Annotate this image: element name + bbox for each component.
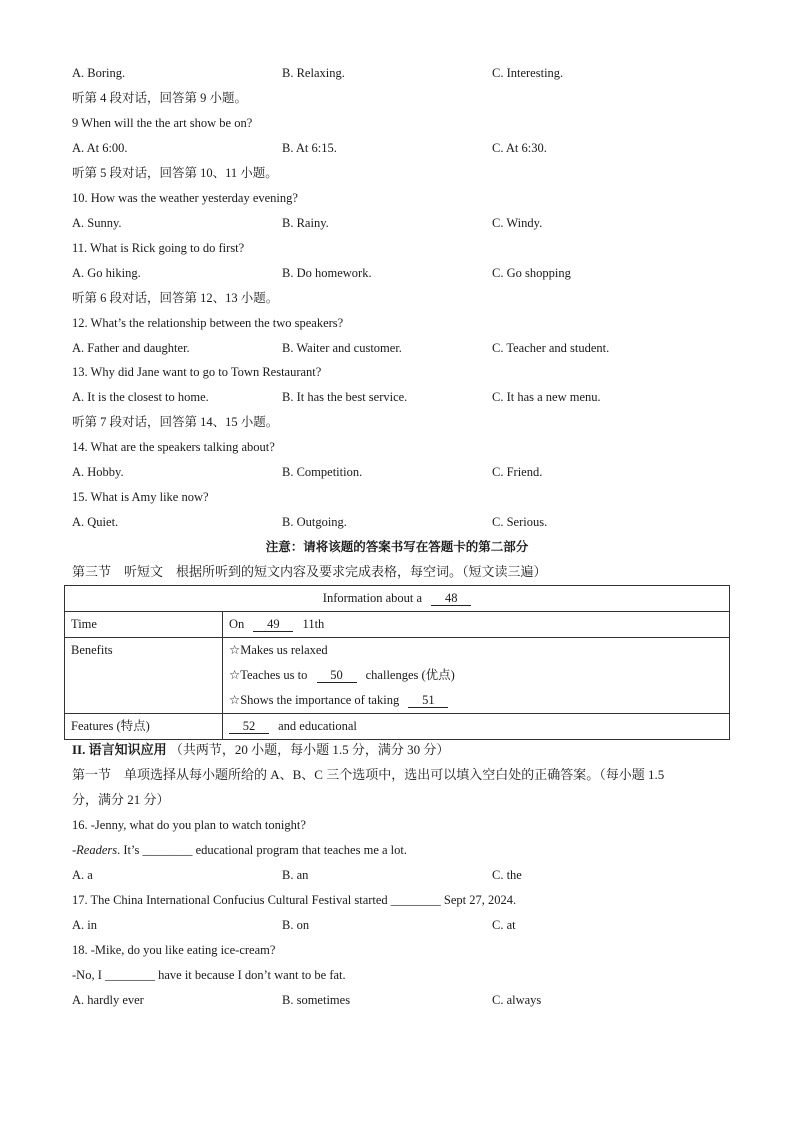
q16-option-c: C. the xyxy=(492,868,522,882)
benefits-cell xyxy=(223,638,730,714)
question-line: 听第 4 段对话，回答第 9 小题。 xyxy=(72,91,248,105)
part2-heading-line xyxy=(72,742,449,758)
question-line: 听第 5 段对话，回答第 10、11 小题。 xyxy=(72,166,278,180)
question-line: 15. What is Amy like now? xyxy=(72,490,209,504)
table-row xyxy=(65,714,730,740)
blank-50: 50 xyxy=(317,668,357,683)
q18-option-a: A. hardly ever xyxy=(72,993,144,1007)
answer-option: A. Sunny. xyxy=(72,216,122,230)
answer-option: B. At 6:15. xyxy=(282,141,337,155)
q18-option-b: B. sometimes xyxy=(282,993,351,1007)
header-prefix: Information about a xyxy=(322,591,423,605)
benefit-1: ☆Makes us relaxed xyxy=(229,643,328,657)
benefit-2 xyxy=(229,663,723,688)
features-cell xyxy=(223,714,730,740)
q16-option-a: A. a xyxy=(72,868,93,882)
blank-49: 49 xyxy=(253,617,293,632)
time-prefix: On xyxy=(229,617,245,631)
time-cell xyxy=(223,612,730,638)
answer-option: C. Friend. xyxy=(492,465,543,479)
benefits-label: Benefits xyxy=(65,638,223,714)
answer-option: C. Teacher and student. xyxy=(492,341,610,355)
answer-option: C. Go shopping xyxy=(492,266,571,280)
section3-title: 第三节 听短文 根据所听到的短文内容及要求完成表格，每空词。（短文读三遍） xyxy=(72,564,547,579)
answer-option: A. Go hiking. xyxy=(72,266,141,280)
answer-option: C. It has a new menu. xyxy=(492,390,601,404)
answer-option: C. Serious. xyxy=(492,515,548,529)
q16-response-rest: . It’s ________ educational program that teaches me a lot. xyxy=(117,843,407,857)
notice-line: 注意：请将该题的答案书写在答题卡的第二部分 xyxy=(265,540,529,554)
question-line: 9 When will the the art show be on? xyxy=(72,116,253,130)
question-line: 13. Why did Jane want to go to Town Restaurant? xyxy=(72,365,322,379)
answer-option: A. Quiet. xyxy=(72,515,119,529)
blank-51: 51 xyxy=(408,693,448,708)
table-row xyxy=(65,586,730,612)
answer-option: B. Outgoing. xyxy=(282,515,347,529)
answer-option: C. At 6:30. xyxy=(492,141,547,155)
blank-48: 48 xyxy=(431,591,471,606)
q18-option-c: C. always xyxy=(492,993,542,1007)
q16-stem: 16. -Jenny, what do you plan to watch tonight? xyxy=(72,818,306,832)
table-row xyxy=(65,612,730,638)
answer-option: B. Rainy. xyxy=(282,216,329,230)
q17-option-b: B. on xyxy=(282,918,310,932)
question-line: 听第 7 段对话，回答第 14、15 小题。 xyxy=(72,415,279,429)
answer-option: B. Competition. xyxy=(282,465,363,479)
q16-response: -Readers. It’s ________ educational program that teaches me a lot. xyxy=(72,843,407,857)
q16-title: Readers xyxy=(76,843,118,857)
part2-heading: II. 语言知识应用 xyxy=(72,742,167,757)
answer-option: A. Father and daughter. xyxy=(72,341,190,355)
q17-option-c: C. at xyxy=(492,918,516,932)
question-line: 10. How was the weather yesterday evening? xyxy=(72,191,298,205)
time-suffix: 11th xyxy=(302,617,325,631)
q18-response: -No, I ________ have it because I don’t want to be fat. xyxy=(72,968,346,982)
question-line: 12. What’s the relationship between the two speakers? xyxy=(72,316,344,330)
info-table xyxy=(64,585,730,740)
benefit-2-prefix: ☆Teaches us to xyxy=(229,668,308,682)
q17-stem: 17. The China International Confucius Cultural Festival started ________ Sept 27, 2024. xyxy=(72,893,517,907)
answer-option: A. At 6:00. xyxy=(72,141,128,155)
question-line: 14. What are the speakers talking about? xyxy=(72,440,275,454)
question-line: 听第 6 段对话，回答第 12、13 小题。 xyxy=(72,291,279,305)
q16-option-b: B. an xyxy=(282,868,309,882)
benefit-2-suffix: challenges (优点) xyxy=(365,668,455,682)
part2-note: （共两节，20 小题，每小题 1.5 分，满分 30 分） xyxy=(169,742,450,757)
answer-option: C. Interesting. xyxy=(492,66,564,80)
answer-option: A. Hobby. xyxy=(72,465,124,479)
benefit-3 xyxy=(229,688,723,713)
benefit-3-prefix: ☆Shows the importance of taking xyxy=(229,693,400,707)
table-header-cell xyxy=(65,586,730,612)
section1-instruction: 第一节 单项选择从每小题所给的 A、B、C 三个选项中，选出可以填入空白处的正确答案。（每小题 1.5 xyxy=(72,767,665,782)
table-row xyxy=(65,638,730,714)
answer-option: B. Relaxing. xyxy=(282,66,345,80)
answer-option: A. It is the closest to home. xyxy=(72,390,209,404)
answer-option: A. Boring. xyxy=(72,66,126,80)
answer-option: B. Do homework. xyxy=(282,266,372,280)
blank-52: 52 xyxy=(229,719,269,734)
features-label: Features (特点) xyxy=(65,714,223,740)
section1-instruction-cont: 分，满分 21 分） xyxy=(72,792,170,807)
answer-option: C. Windy. xyxy=(492,216,543,230)
time-label: Time xyxy=(65,612,223,638)
question-line: 11. What is Rick going to do first? xyxy=(72,241,245,255)
features-suffix: and educational xyxy=(278,719,357,733)
q18-stem: 18. -Mike, do you like eating ice-cream? xyxy=(72,943,276,957)
answer-option: B. It has the best service. xyxy=(282,390,408,404)
answer-option: B. Waiter and customer. xyxy=(282,341,402,355)
q17-option-a: A. in xyxy=(72,918,97,932)
